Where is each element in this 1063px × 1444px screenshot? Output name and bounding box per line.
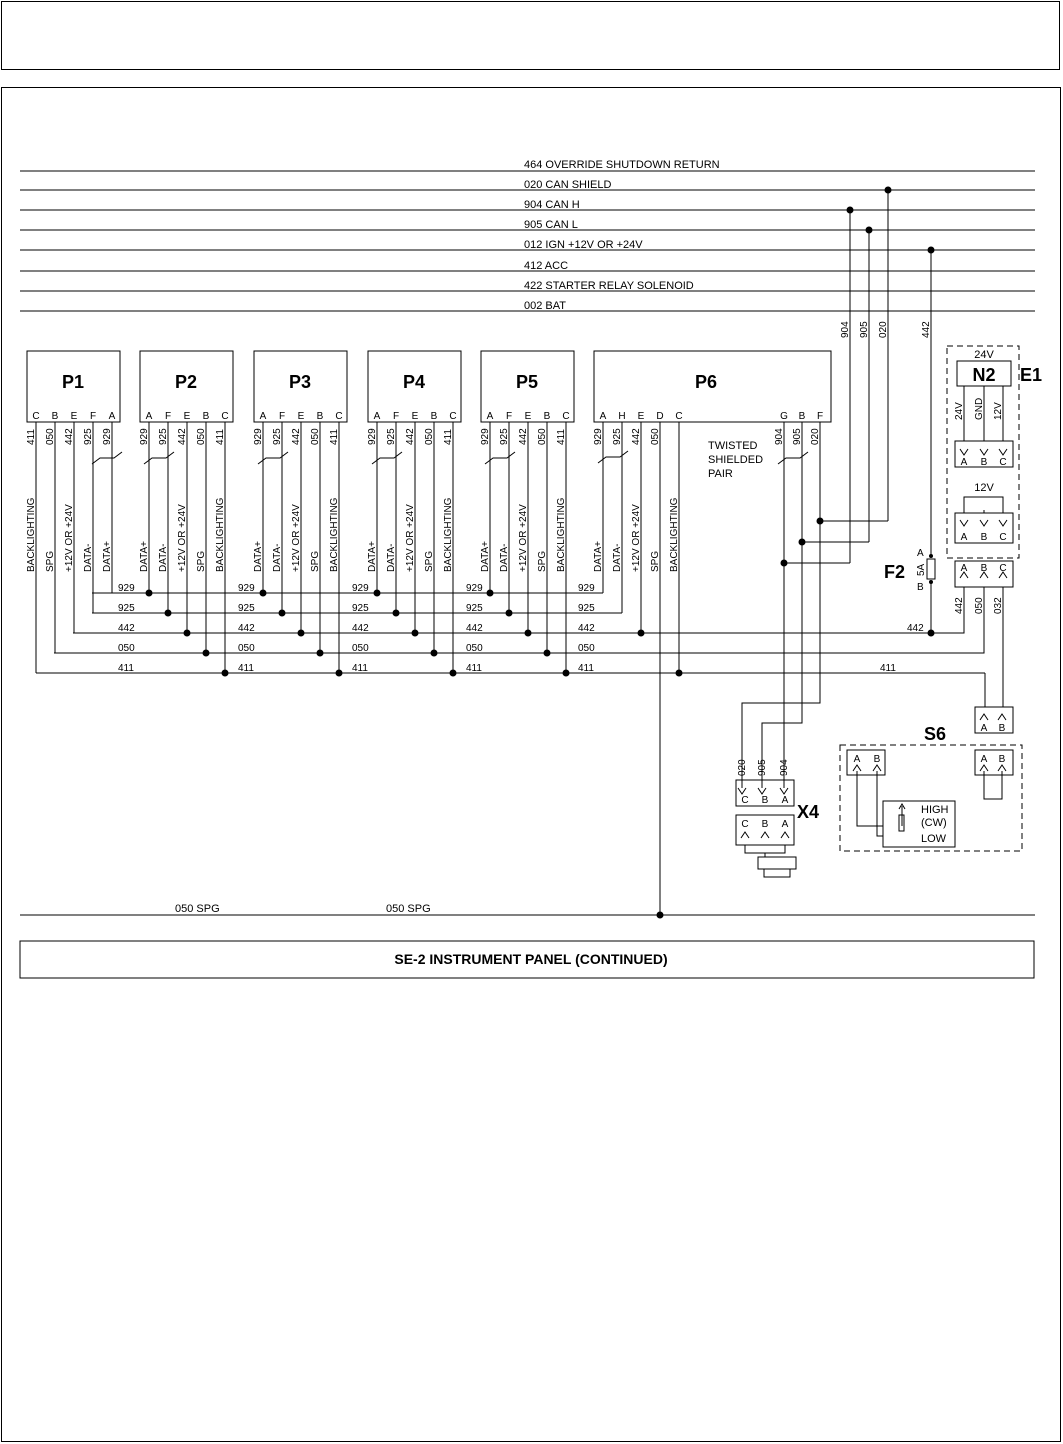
harness-label-442: 442 (907, 623, 924, 634)
twisted-label: SHIELDED (708, 454, 764, 466)
x4-wire-label: 020 (737, 759, 748, 776)
gauge-pin: E (183, 411, 191, 422)
x4-pin: A (781, 795, 789, 806)
gauge-wire-label: 929 (139, 428, 150, 445)
x4-name: X4 (797, 802, 820, 822)
x4-pin: B (761, 795, 769, 806)
harness-label: 925 (352, 603, 369, 614)
gauge-pin: E (411, 411, 419, 422)
harness-label: 925 (238, 603, 255, 614)
bus-label-422: 422 STARTER RELAY SOLENOID (524, 280, 694, 292)
gauge-wire-label: 925 (386, 428, 397, 445)
gauge-p1 (26, 351, 122, 673)
s6-high-label: HIGH (921, 804, 949, 816)
gauge-wire-label: 929 (480, 428, 491, 445)
harness-label: 050 (238, 643, 255, 654)
bus-label-464: 464 OVERRIDE SHUTDOWN RETURN (524, 159, 720, 171)
gauges-group (26, 351, 574, 677)
s6-name: S6 (924, 724, 947, 744)
harness-label: 442 (118, 623, 135, 634)
gauge-pin: B (543, 411, 551, 422)
gauge-pin: F (392, 411, 400, 422)
x4-pin: C (741, 795, 749, 806)
f2-rating: 5A (916, 563, 927, 576)
drop-label-904: 904 (840, 321, 851, 338)
x4-mate-pin: C (741, 819, 749, 830)
gauge-pin: A (108, 411, 116, 422)
x4-wire-label: 905 (757, 759, 768, 776)
bus-label-412: 412 ACC (524, 260, 569, 272)
gauge-func-label: DATA+ (139, 540, 150, 572)
s6-pin: B (998, 754, 1006, 765)
s6-pin: A (853, 754, 861, 765)
gauge-wire-label: 929 (253, 428, 264, 445)
gauge-wire-label: 411 (26, 429, 37, 445)
gauge-wire-label: 411 (329, 429, 340, 445)
gauge-pin: B (316, 411, 324, 422)
p6-wire-label: 904 (774, 428, 785, 445)
gauge-func-label: SPG (537, 550, 548, 572)
s6-top-pin: A (980, 723, 988, 734)
gauge-name: P1 (61, 372, 85, 392)
x4-mate-pin: A (781, 819, 789, 830)
bus-label-905: 905 CAN L (524, 219, 578, 231)
gauge-wire-label: 442 (177, 428, 188, 445)
harness-label: 929 (578, 583, 595, 594)
e1-connector (880, 561, 1013, 707)
gauge-func-label: BACKLIGHTING (26, 497, 37, 572)
gauge-wire-label: 929 (102, 428, 113, 445)
gauge-func-label: BACKLIGHTING (556, 497, 567, 572)
p6-func-label: DATA- (612, 543, 623, 572)
harness-label: 411 (352, 663, 368, 674)
n2-alt-pin: C (999, 532, 1007, 543)
harness-label: 929 (352, 583, 369, 594)
gauge-pin: C (335, 411, 343, 422)
gauge-name: P2 (174, 372, 198, 392)
spg-label: 050 SPG (386, 903, 431, 915)
s6-pin: B (873, 754, 881, 765)
caption-box (20, 941, 1034, 978)
n2-alt-pin: A (960, 532, 968, 543)
gauge-func-label: DATA- (83, 543, 94, 572)
harness-label: 929 (238, 583, 255, 594)
s6-low-label: LOW (921, 833, 947, 845)
e1-wire-label: 050 (974, 597, 985, 614)
f2-pin-a: A (917, 548, 924, 559)
e1-pin: B (980, 563, 988, 574)
harness-label: 050 (352, 643, 369, 654)
gauge-func-label: DATA+ (480, 540, 491, 572)
gauge-wire-label: 411 (215, 429, 226, 445)
s6-top-pin: B (998, 723, 1006, 734)
gauge-wire-label: 925 (158, 428, 169, 445)
e1-wire-label: 442 (954, 597, 965, 614)
gauge-pin: F (89, 411, 97, 422)
gauge-pin: E (524, 411, 532, 422)
harness-label: 442 (352, 623, 369, 634)
p6-pin: G (780, 411, 788, 422)
n2-name: N2 (972, 365, 996, 385)
p6-func-label: DATA+ (593, 540, 604, 572)
gauge-func-label: DATA- (386, 543, 397, 572)
n2-pin-label: GND (974, 397, 985, 420)
fuse-f2 (884, 548, 935, 633)
gauge-wire-label: 050 (424, 428, 435, 445)
s6-feed (975, 673, 1013, 734)
n2-24v-label: 24V (974, 349, 994, 361)
p6-wire-label: 442 (631, 428, 642, 445)
gauge-pin: B (51, 411, 59, 422)
p6-wire-label: 020 (810, 428, 821, 445)
gauge-pin: B (430, 411, 438, 422)
harness-label: 925 (466, 603, 483, 614)
gauge-name: P3 (288, 372, 312, 392)
bus-label-012: 012 IGN +12V OR +24V (524, 239, 643, 251)
harness-label: 050 (578, 643, 595, 654)
harness-label: 929 (118, 583, 135, 594)
gauge-func-label: +12V OR +24V (177, 504, 188, 572)
gauge-pin: A (145, 411, 153, 422)
harness-label: 050 (466, 643, 483, 654)
p6-wire-label: 929 (593, 428, 604, 445)
f2-name: F2 (884, 562, 906, 582)
n2-pin-label: 12V (993, 402, 1004, 420)
gauge-wire-label: 925 (499, 428, 510, 445)
gauge-func-label: SPG (310, 550, 321, 572)
bus-lines (20, 159, 1035, 312)
harness-label: 411 (118, 663, 134, 674)
harness-label-411: 411 (880, 663, 896, 674)
gauge-pin: A (373, 411, 381, 422)
gauge-func-label: SPG (196, 550, 207, 572)
twisted-label: TWISTED (708, 440, 758, 452)
gauge-pin: F (164, 411, 172, 422)
e1-label: E1 (1020, 365, 1043, 385)
gauge-func-label: DATA+ (253, 540, 264, 572)
harness-label: 442 (578, 623, 595, 634)
n2-12v-label: 12V (974, 482, 994, 494)
p6-pin: H (618, 411, 626, 422)
switch-s6 (840, 724, 1022, 851)
gauge-func-label: +12V OR +24V (64, 504, 75, 572)
p6-wire-label: 905 (792, 428, 803, 445)
gauge-func-label: SPG (424, 550, 435, 572)
gauge-pin: C (221, 411, 229, 422)
gauge-func-label: +12V OR +24V (405, 504, 416, 572)
gauge-pin: F (278, 411, 286, 422)
bus-drops (840, 187, 935, 564)
n2-pin: A (960, 457, 968, 468)
harness-label: 411 (466, 663, 482, 674)
gauge-name: P5 (515, 372, 539, 392)
gauge-wire-label: 442 (291, 428, 302, 445)
gauge-pin: C (32, 411, 40, 422)
e1-pin: A (960, 563, 968, 574)
gauge-pin: C (449, 411, 457, 422)
n2-pin-label: 24V (954, 402, 965, 420)
gauge-func-label: DATA- (499, 543, 510, 572)
gauge-pin: B (202, 411, 210, 422)
s6-cw-label: (CW) (921, 817, 947, 829)
n2-pin: C (999, 457, 1007, 468)
gauge-wire-label: 442 (405, 428, 416, 445)
harness-label: 050 (118, 643, 135, 654)
gauge-func-label: BACKLIGHTING (443, 497, 454, 572)
s6-pin: A (980, 754, 988, 765)
spg-line (20, 903, 1035, 915)
harness-label: 411 (238, 663, 254, 674)
twisted-label: PAIR (708, 468, 733, 480)
gauge-func-label: +12V OR +24V (291, 504, 302, 572)
gauge-func-label: DATA- (272, 543, 283, 572)
drop-label-442: 442 (921, 321, 932, 338)
spg-label: 050 SPG (175, 903, 220, 915)
gauge-wire-label: 442 (64, 428, 75, 445)
e1-wire-label: 032 (993, 597, 1004, 614)
p6-func-label: SPG (650, 550, 661, 572)
harness-label: 442 (238, 623, 255, 634)
gauge-wire-label: 442 (518, 428, 529, 445)
gauge-wire-label: 925 (83, 428, 94, 445)
bus-label-020: 020 CAN SHIELD (524, 179, 612, 191)
p6-pin: C (675, 411, 683, 422)
connector-x4 (736, 759, 819, 877)
harness-label: 925 (118, 603, 135, 614)
gauge-p3 (253, 351, 347, 677)
harness-label: 929 (466, 583, 483, 594)
harness-label: 442 (466, 623, 483, 634)
p6-pin: B (798, 411, 806, 422)
gauge-wire-label: 050 (196, 428, 207, 445)
gauge-wire-label: 925 (272, 428, 283, 445)
bus-label-904: 904 CAN H (524, 199, 580, 211)
drop-label-020: 020 (878, 321, 889, 338)
gauge-func-label: +12V OR +24V (518, 504, 529, 572)
gauge-p4 (367, 351, 461, 677)
harness-label: 411 (578, 663, 594, 674)
p6-func-label: +12V OR +24V (631, 504, 642, 572)
gauge-wire-label: 929 (367, 428, 378, 445)
gauge-wire-label: 050 (45, 428, 56, 445)
harness (36, 583, 985, 919)
p6-func-label: BACKLIGHTING (669, 497, 680, 572)
gauge-name: P4 (402, 372, 426, 392)
p6-wire-label: 050 (650, 428, 661, 445)
gauge-func-label: DATA+ (367, 540, 378, 572)
gauge-pin: A (486, 411, 494, 422)
gauge-wire-label: 411 (556, 429, 567, 445)
drop-label-905: 905 (859, 321, 870, 338)
n2-pin: B (980, 457, 988, 468)
p6-pin: A (599, 411, 607, 422)
gauge-wire-label: 050 (310, 428, 321, 445)
p6-pin: E (637, 411, 645, 422)
gauge-pin: F (505, 411, 513, 422)
gauge-func-label: SPG (45, 550, 56, 572)
gauge-func-label: DATA+ (102, 540, 113, 572)
gauge-pin: E (297, 411, 305, 422)
gauge-func-label: DATA- (158, 543, 169, 572)
e1-group (947, 346, 1042, 558)
gauge-pin: C (562, 411, 570, 422)
x4-mate-pin: B (761, 819, 769, 830)
n2-alt-pin: B (980, 532, 988, 543)
p6-pin: D (656, 411, 664, 422)
gauge-pin: A (259, 411, 267, 422)
gauge-func-label: BACKLIGHTING (215, 497, 226, 572)
gauge-wire-label: 411 (443, 429, 454, 445)
gauge-p2 (139, 351, 233, 677)
harness-label: 925 (578, 603, 595, 614)
p6-pin: F (816, 411, 824, 422)
gauge-wire-label: 050 (537, 428, 548, 445)
caption-text: SE-2 INSTRUMENT PANEL (CONTINUED) (394, 951, 668, 967)
f2-pin-b: B (917, 582, 924, 593)
e1-pin: C (999, 563, 1007, 574)
gauge-pin: E (70, 411, 78, 422)
p6-wire-label: 925 (612, 428, 623, 445)
gauge-p5 (480, 351, 574, 677)
p6-name: P6 (694, 372, 718, 392)
bus-label-002: 002 BAT (524, 300, 566, 312)
gauge-func-label: BACKLIGHTING (329, 497, 340, 572)
x4-wire-label: 904 (779, 759, 790, 776)
